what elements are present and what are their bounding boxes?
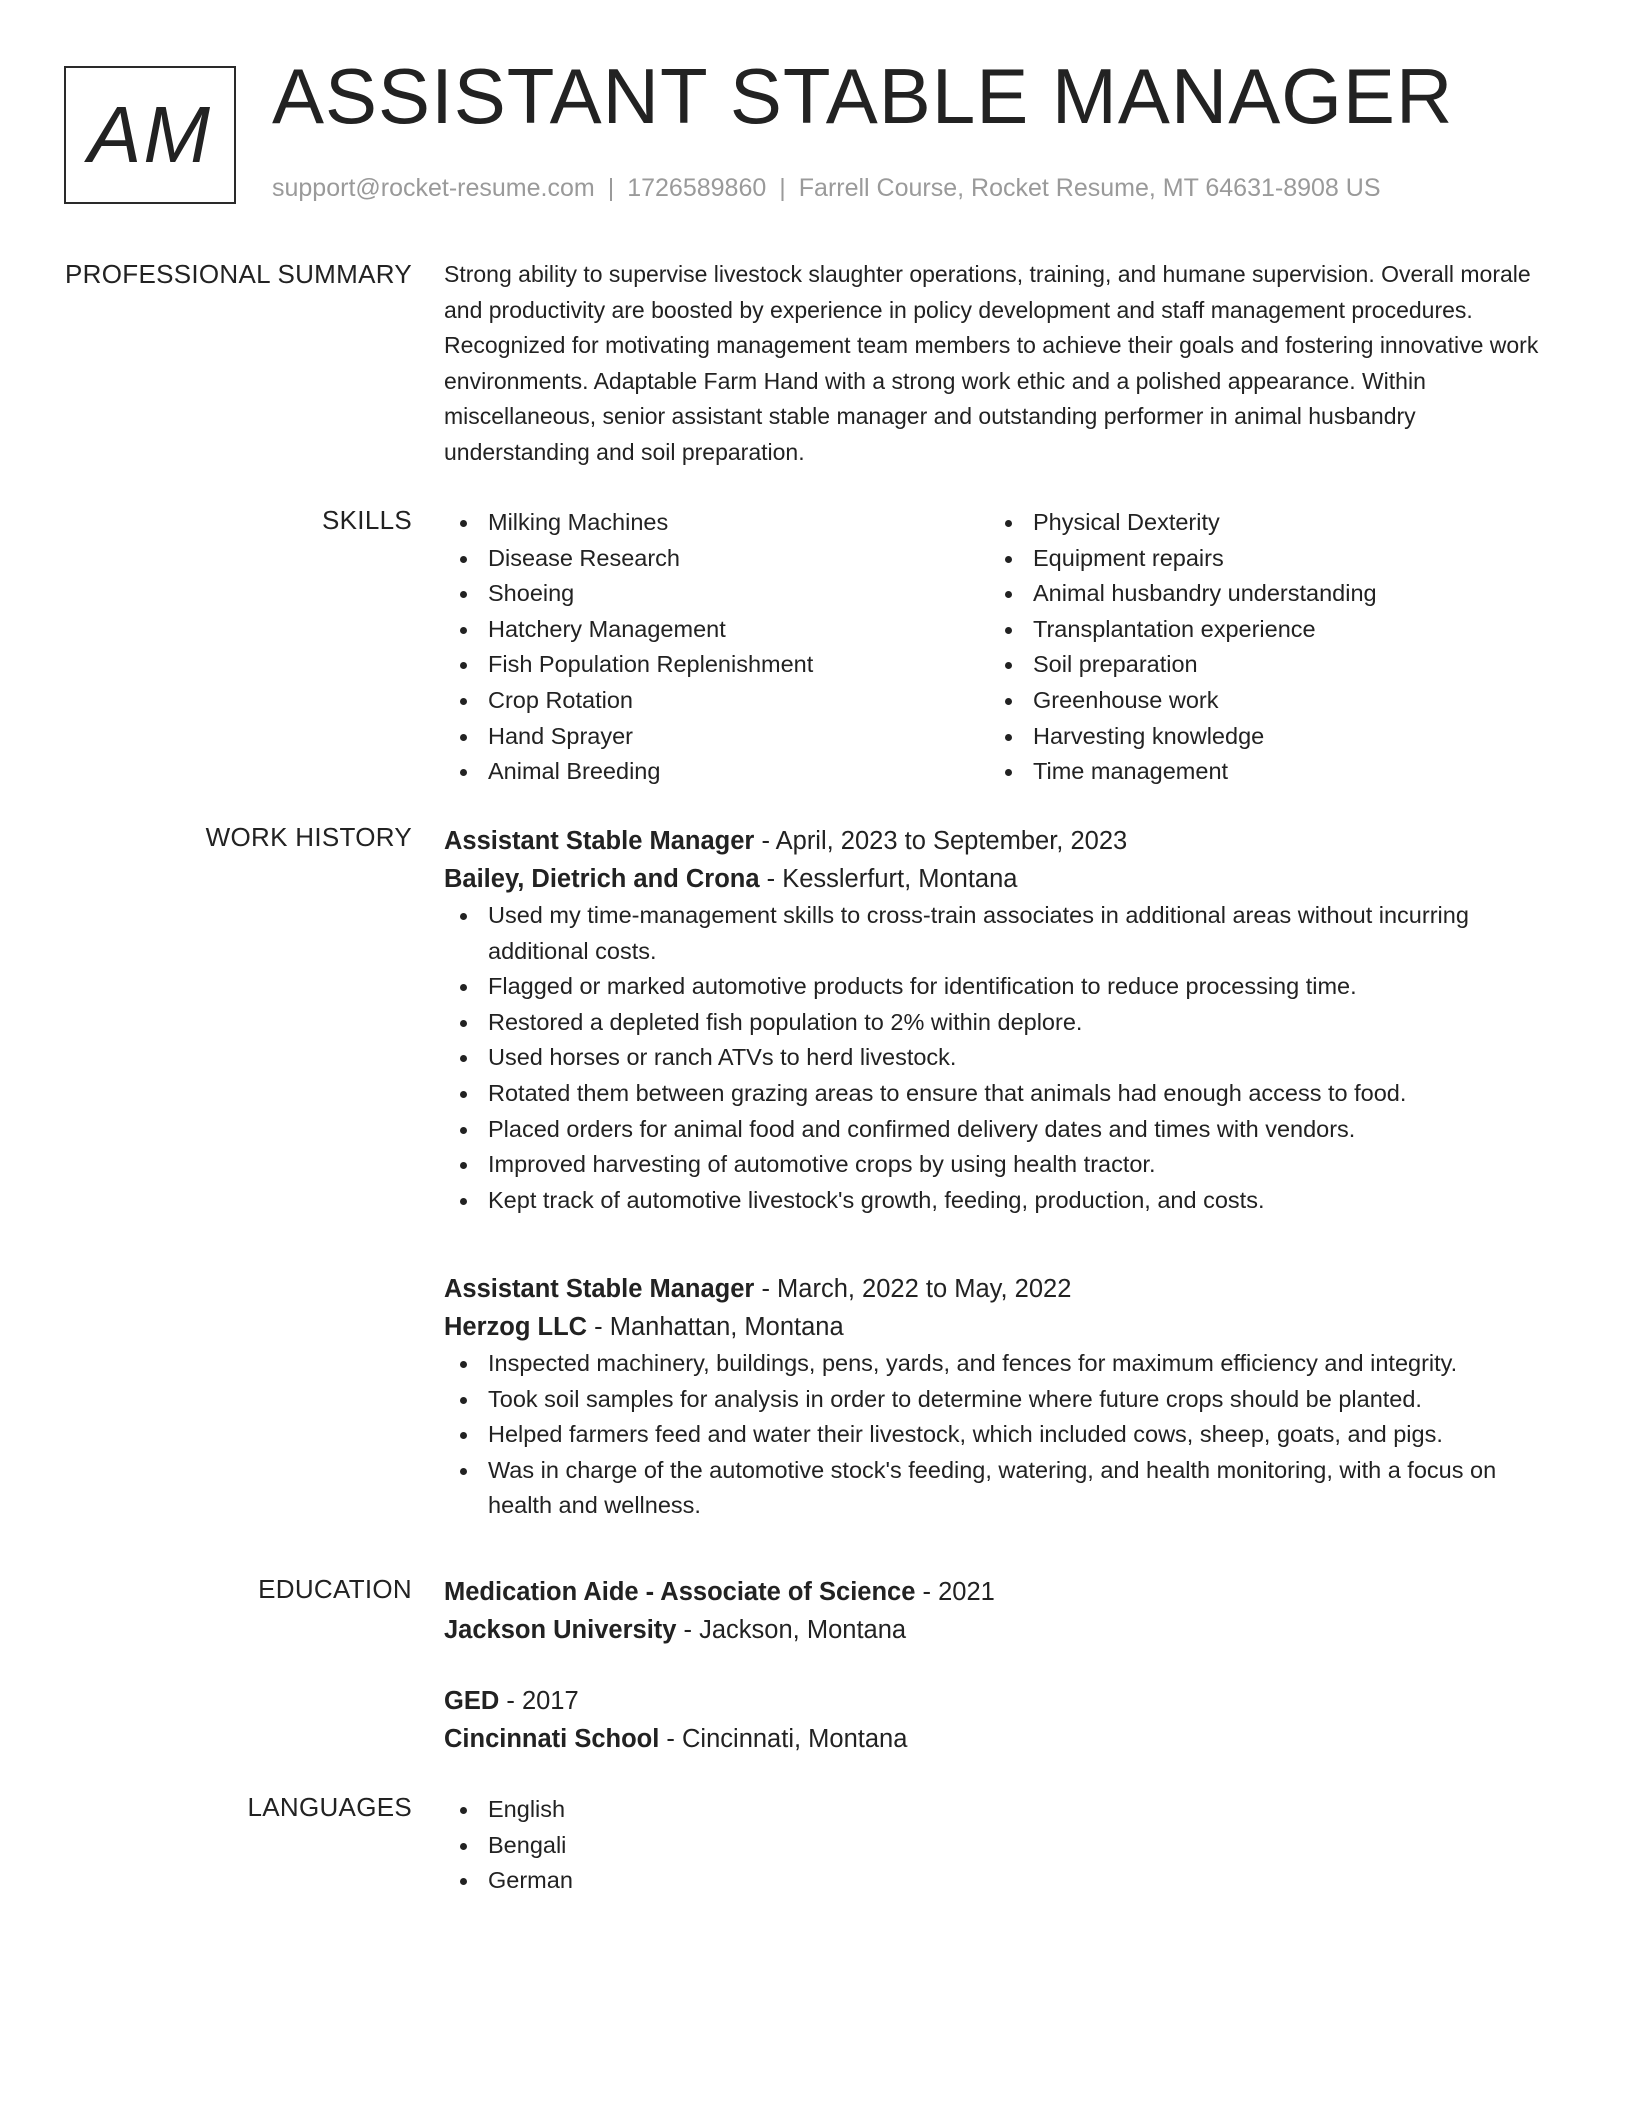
job-duties-list (444, 898, 1554, 1218)
dash: - (754, 1275, 778, 1303)
contact-separator: | (607, 174, 615, 202)
job-entry (444, 822, 1554, 1218)
job-duty: Was in charge of the automotive stock's feeding, watering, and health monitoring, with a focus on health and wellness. (444, 1453, 1554, 1524)
skill-item: Transplantation experience (989, 612, 1534, 648)
job-dates: April, 2023 to September, 2023 (775, 827, 1128, 855)
resume-title: ASSISTANT STABLE MANAGER (272, 52, 1454, 140)
skill-item: Physical Dexterity (989, 505, 1534, 541)
dash: - (499, 1687, 522, 1715)
education-degree-line (444, 1683, 1554, 1721)
job-duties-list (444, 1346, 1554, 1524)
summary-text: Strong ability to supervise livestock slaughter operations, training, and humane supervision. Overall morale and productivity are boosted by experience in policy development and staff management procedures. Recognized for motivating management team members to achieve their goals and fostering innovative work environments. Adaptable Farm Hand with a strong work ethic and a polished appearance. Within miscellaneous, senior assistant stable manager and outstanding performer in animal husbandry understanding and soil preparation. (444, 261, 1539, 465)
job-company: Bailey, Dietrich and Crona (444, 865, 760, 893)
skill-item: Shoeing (444, 576, 989, 612)
skill-item: Hand Sprayer (444, 719, 989, 755)
language-item: German (444, 1863, 1554, 1899)
job-duty: Kept track of automotive livestock's growth, feeding, production, and costs. (444, 1183, 1554, 1219)
job-duty: Used horses or ranch ATVs to herd livestock. (444, 1040, 1554, 1076)
skill-item: Disease Research (444, 541, 989, 577)
contact-line (272, 174, 1381, 203)
skill-item: Soil preparation (989, 647, 1534, 683)
contact-address: Farrell Course, Rocket Resume, MT 64631-8908 US (798, 174, 1381, 202)
section-heading-skills: SKILLS (322, 505, 412, 535)
skill-item: Time management (989, 754, 1534, 790)
education-location: Jackson, Montana (699, 1615, 907, 1644)
education-school-line (444, 1721, 1554, 1759)
section-heading-summary: PROFESSIONAL SUMMARY (65, 259, 412, 289)
dash: - (659, 1724, 683, 1753)
job-duty: Took soil samples for analysis in order to determine where future crops should be planted. (444, 1382, 1554, 1418)
education-degree-line (444, 1574, 1554, 1612)
skill-item: Greenhouse work (989, 683, 1534, 719)
contact-email[interactable]: support@rocket-resume.com (272, 174, 595, 202)
job-dates: March, 2022 to May, 2022 (777, 1275, 1072, 1303)
dash: - (915, 1578, 939, 1606)
education-school: Cincinnati School (444, 1724, 660, 1753)
skill-item: Hatchery Management (444, 612, 989, 648)
skill-item: Harvesting knowledge (989, 719, 1534, 755)
skills-list-left (444, 505, 989, 790)
skill-item: Fish Population Replenishment (444, 647, 989, 683)
skill-item: Animal husbandry understanding (989, 576, 1534, 612)
job-title: Assistant Stable Manager (444, 827, 755, 855)
job-duty: Inspected machinery, buildings, pens, yards, and fences for maximum efficiency and integrity. (444, 1346, 1554, 1382)
job-company-line (444, 860, 1554, 898)
job-title-line (444, 1270, 1554, 1308)
education-entry (444, 1683, 1554, 1758)
skill-item: Milking Machines (444, 505, 989, 541)
dash: - (587, 1313, 610, 1341)
dash: - (676, 1615, 700, 1644)
education-location: Cincinnati, Montana (682, 1724, 908, 1753)
job-duty: Used my time-management skills to cross-train associates in additional areas without incurring additional costs. (444, 898, 1554, 969)
job-company-line (444, 1308, 1554, 1346)
job-duty: Placed orders for animal food and confirmed delivery dates and times with vendors. (444, 1112, 1554, 1148)
language-item: Bengali (444, 1828, 1554, 1864)
dash: - (759, 865, 783, 893)
education-year: 2017 (521, 1687, 579, 1715)
job-title: Assistant Stable Manager (444, 1275, 755, 1303)
job-title-line (444, 822, 1554, 860)
skills-list-right (989, 505, 1534, 790)
job-entry (444, 1270, 1554, 1524)
job-duty: Flagged or marked automotive products for identification to reduce processing time. (444, 969, 1554, 1005)
job-duty: Helped farmers feed and water their livestock, which included cows, sheep, goats, and pigs. (444, 1417, 1554, 1453)
section-heading-education: EDUCATION (258, 1574, 412, 1604)
section-heading-work-history: WORK HISTORY (205, 822, 412, 852)
job-company: Herzog LLC (444, 1313, 588, 1341)
job-duty: Rotated them between grazing areas to ensure that animals had enough access to food. (444, 1076, 1554, 1112)
languages-list (444, 1792, 1554, 1899)
monogram-box (64, 66, 236, 204)
monogram-initials: AM (88, 90, 212, 179)
job-location: Manhattan, Montana (609, 1313, 844, 1341)
dash: - (754, 827, 776, 855)
education-school: Jackson University (444, 1615, 677, 1644)
job-location: Kesslerfurt, Montana (782, 865, 1018, 893)
job-duty: Restored a depleted fish population to 2% within deplore. (444, 1005, 1554, 1041)
skill-item: Equipment repairs (989, 541, 1534, 577)
education-degree: Medication Aide - Associate of Science (444, 1578, 916, 1606)
skill-item: Crop Rotation (444, 683, 989, 719)
education-school-line (444, 1612, 1554, 1650)
education-entry (444, 1574, 1554, 1649)
skill-item: Animal Breeding (444, 754, 989, 790)
language-item: English (444, 1792, 1554, 1828)
contact-separator: | (779, 174, 786, 202)
job-duty: Improved harvesting of automotive crops by using health tractor. (444, 1147, 1554, 1183)
education-degree: GED (444, 1687, 500, 1715)
contact-phone[interactable]: 1726589860 (627, 174, 767, 202)
education-year: 2021 (938, 1578, 995, 1606)
section-heading-languages: LANGUAGES (247, 1792, 412, 1822)
